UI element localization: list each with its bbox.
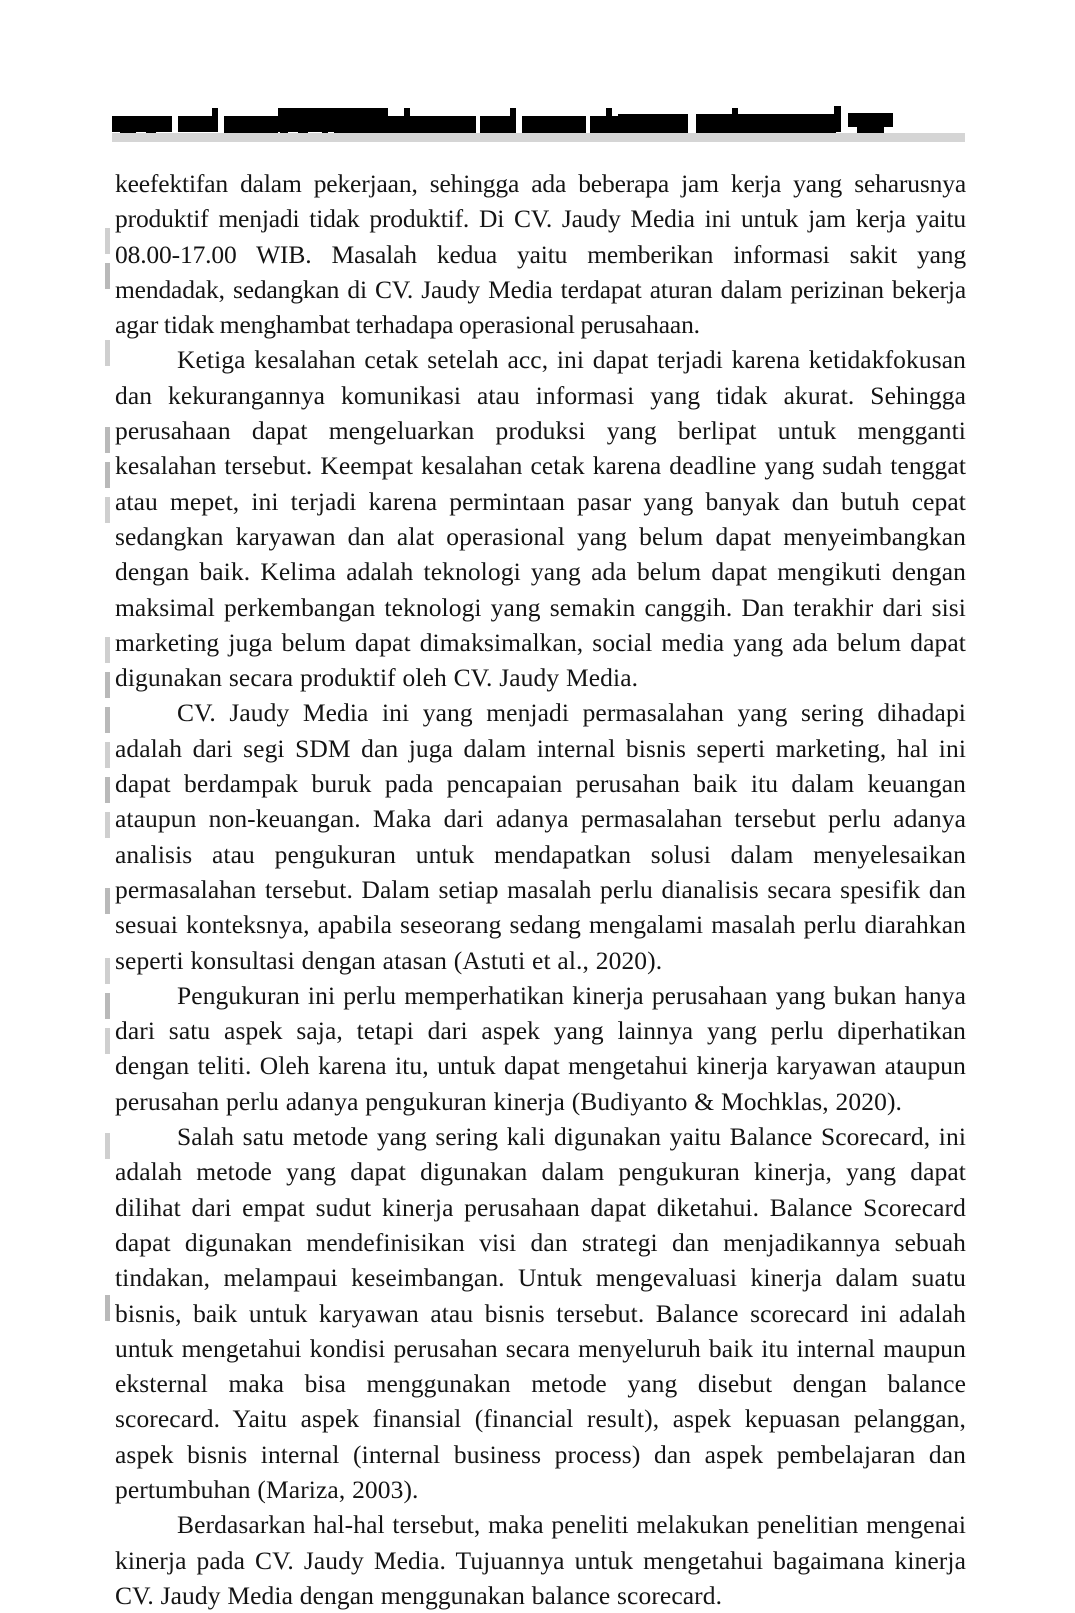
scan-artifact-mark [105,462,110,488]
redaction-block [732,108,738,134]
scan-artifact-mark [105,1133,110,1159]
paragraph: Pengukuran ini perlu memperhatikan kinerja perusahaan yang bukan hanya dari satu aspek saja, tetapi dari aspek yang lainnya yang perlu diperhatikan dengan teliti. Oleh karena itu, untuk dapat mengetahui kinerja karyawan ataupun perusahan perlu adanya pengukuran kinerja (Budiyanto & Mochklas, 2020). [115,980,966,1116]
header-divider-rule [112,133,965,142]
redaction-block [418,116,476,134]
scan-artifact-mark [105,263,110,289]
scan-artifact-mark [105,777,110,803]
scan-artifact-mark [105,1295,110,1321]
redaction-block [606,108,612,132]
paragraph: Salah satu metode yang sering kali digunakan yaitu Balance Scorecard, ini adalah metode yang dapat digunakan dalam pengukuran kinerja, yang dapat dilihat dari empat sudut kinerja perusahaan dapat diketahui. Balance Scorecard dapat digunakan mendefinisikan visi dan strategi dan menjadikannya sebuah tindakan, melampaui keseimbangan. Untuk mengevaluasi kinerja dalam suatu bisnis, baik untuk karyawan atau bisnis tersebut. Balance scorecard ini adalah untuk mengetahui kondisi perusahan secara menyeluruh baik itu internal maupun eksternal maka bisa menggunakan metode yang disebut dengan balance scorecard. Yaitu aspek finansial (financial result), aspek kepuasan pelanggan, aspek bisnis internal (internal business process) dan aspek pembelajaran dan pertumbuhan (Mariza, 2003). [115,1122,966,1504]
paragraph: Berdasarkan hal-hal tersebut, maka peneliti melakukan penelitian mengenai kinerja pada CV. Jaudy Media. Tujuannya untuk mengetahui bagaimana kinerja CV. Jaudy Media dengan menggunakan balance scorecard. [115,1510,966,1610]
scan-artifact-mark [105,340,110,366]
redaction-block [798,114,836,134]
scan-artifact-mark [105,888,110,914]
redaction-block [404,108,410,134]
scan-artifact-mark [105,958,110,984]
scan-artifact-mark [105,228,110,254]
scan-artifact-mark [105,1028,110,1054]
redaction-block [322,108,328,134]
scan-artifact-mark [105,993,110,1019]
redaction-block [178,116,214,132]
scan-artifact-mark [105,672,110,698]
paragraph: CV. Jaudy Media ini yang menjadi permasalahan yang sering dihadapi adalah dari segi SDM dan juga dalam internal bisnis seperti marketing, hal ini dapat berdampak buruk pada pencapaian perusahan baik itu dalam keuangan ataupun non-keuangan. Maka dari adanya permasalahan tersebut perlu adanya analisis atau pengukuran untuk mendapatkan solusi dalam menyelesaikan permasalahan tersebut. Dalam setiap masalah perlu dianalisis secara spesifik dan sesuai konteksnya, apabila seseorang sedang mengalami masalah perlu diarahkan seperti konsultasi dengan atasan (Astuti et al., 2020). [115,698,966,975]
scan-artifact-mark [105,707,110,733]
scan-artifact-mark [105,427,110,453]
scan-artifact-mark [105,497,110,523]
paragraph: keefektifan dalam pekerjaan, sehingga ada beberapa jam kerja yang seharusnya produktif menjadi tidak produktif. Di CV. Jaudy Media ini untuk jam kerja yaitu 08.00-17.00 WIB. Masalah kedua yaitu memberikan informasi sakit yang mendadak, sedangkan di CV. Jaudy Media terdapat aturan dalam perizinan bekerja agar tidak menghambat terhadapa operasional perusahaan. [115,169,966,340]
redaction-block [522,116,586,134]
body-text-column [115,166,966,1613]
redacted-page-number [834,106,841,132]
redaction-block [224,116,278,134]
scan-artifact-mark [105,637,110,663]
redaction-block [212,108,218,132]
redaction-block [480,116,514,134]
paragraph: Ketiga kesalahan cetak setelah acc, ini dapat terjadi karena ketidakfokusan dan kekurangannya komunikasi atau informasi yang tidak akurat. Sehingga perusahaan dapat mengeluarkan produksi yang berlipat untuk mengganti kesalahan tersebut. Keempat kesalahan cetak karena deadline yang sudah tenggat atau mepet, ini terjadi karena permintaan pasar yang banyak dan butuh cepat sedangkan karyawan dan alat operasional yang belum dapat menyeimbangkan dengan baik. Kelima adalah teknologi yang ada belum dapat mengikuti dengan maksimal perkembangan teknologi yang semakin canggih. Dan terakhir dari sisi marketing juga belum dapat dimaksimalkan, social media yang ada belum dapat digunakan secara produktif oleh CV. Jaudy Media. [115,345,966,693]
redaction-block [510,108,516,134]
scan-artifact-mark [105,812,110,838]
scan-artifact-mark [105,742,110,768]
